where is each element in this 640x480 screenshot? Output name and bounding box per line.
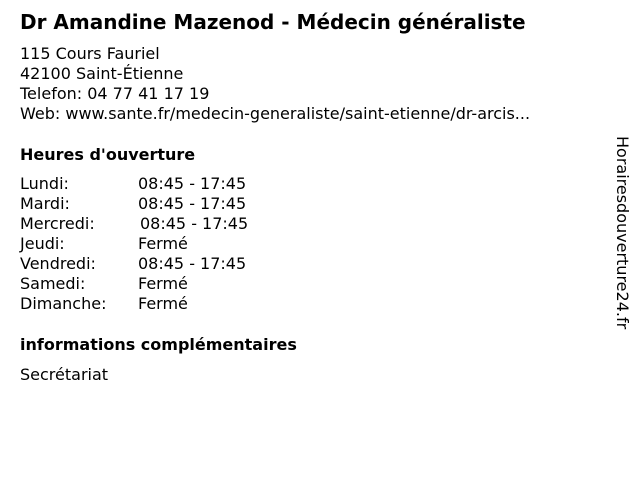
time-value: 08:45 - 17:45 [138, 254, 247, 273]
phone-number: Telefon: 04 77 41 17 19 [20, 84, 210, 103]
address-city: 42100 Saint-Étienne [20, 64, 184, 83]
day-label: Jeudi: [20, 234, 65, 253]
time-value: 08:45 - 17:45 [138, 194, 247, 213]
day-label: Dimanche: [20, 294, 107, 313]
additional-info-text: Secrétariat [20, 365, 109, 384]
address-street: 115 Cours Fauriel [20, 44, 160, 63]
time-value: 08:45 - 17:45 [138, 174, 247, 193]
site-watermark: Horairesdouverture24.fr [613, 136, 632, 330]
page-title: Dr Amandine Mazenod - Médecin généraliste [20, 10, 526, 34]
time-value: Fermé [138, 274, 188, 293]
day-label: Mercredi: [20, 214, 95, 233]
day-label: Mardi: [20, 194, 70, 213]
additional-info-heading: informations complémentaires [20, 335, 297, 354]
time-value: Fermé [138, 234, 188, 253]
day-label: Samedi: [20, 274, 86, 293]
contact-block [20, 44, 530, 124]
time-value: 08:45 - 17:45 [140, 214, 249, 233]
opening-hours-heading: Heures d'ouverture [20, 145, 196, 164]
day-label: Lundi: [20, 174, 69, 193]
day-label: Vendredi: [20, 254, 96, 273]
website-link[interactable]: Web: www.sante.fr/medecin-generaliste/saint-etienne/dr-arcis... [20, 104, 531, 123]
time-value: Fermé [138, 294, 188, 313]
